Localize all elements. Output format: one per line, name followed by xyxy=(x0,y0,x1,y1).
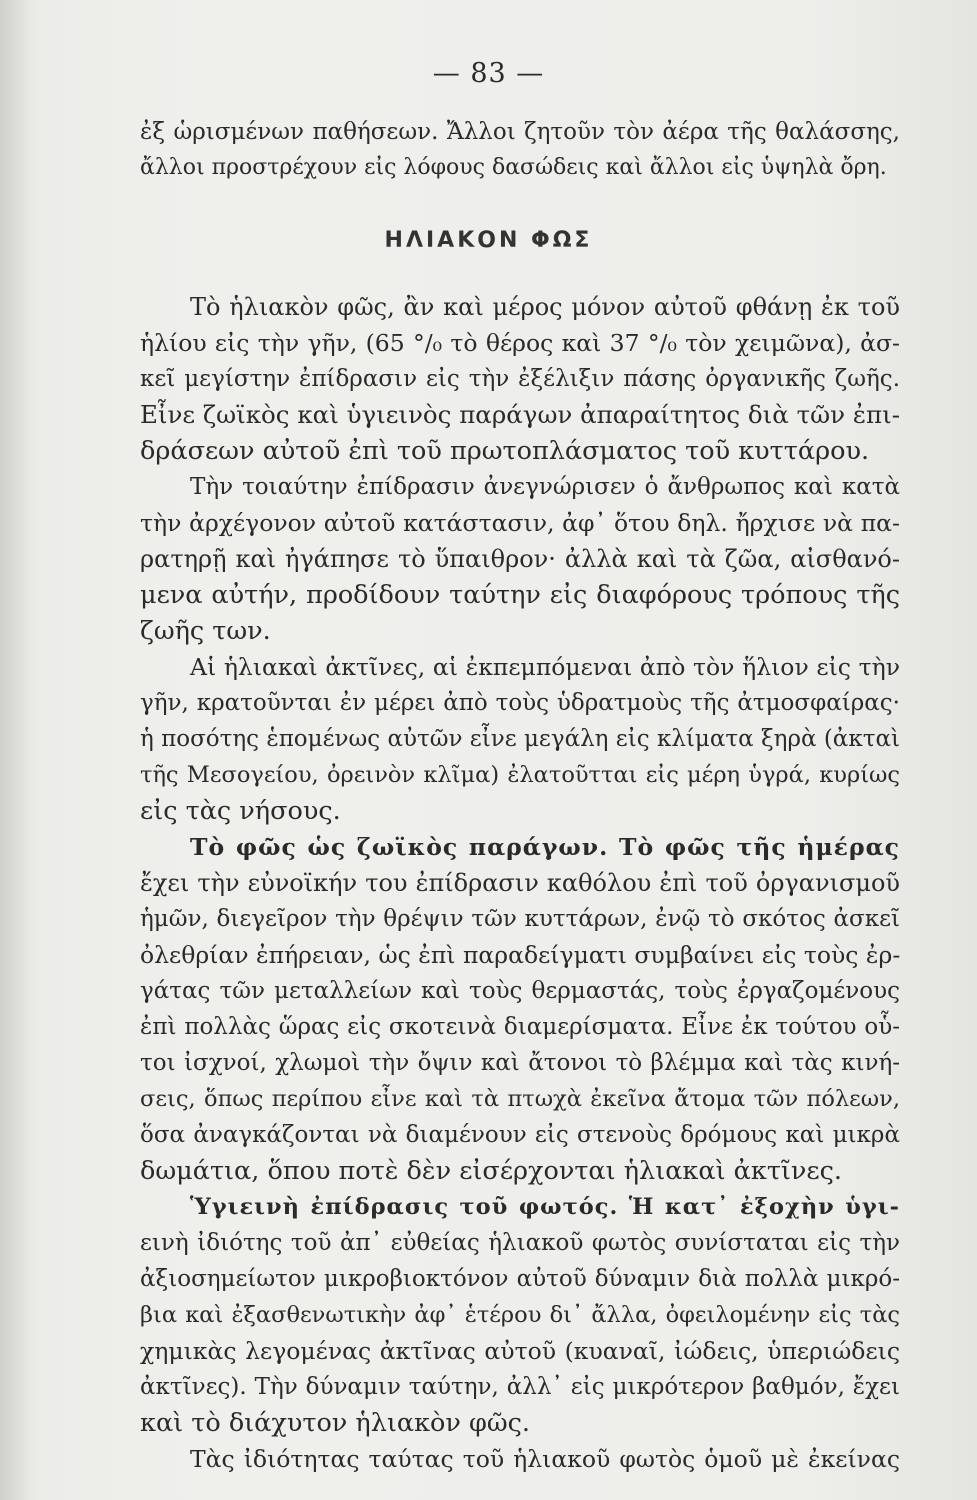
text-line: ἄλλοι προστρέχουν εἰς λόφους δασώδεις καὶ ἄλλοι εἰς ὑψηλὰ ὄρη. xyxy=(140,155,887,180)
text-line: χημικὰς λεγομένας ἀκτῖνας αὐτοῦ (κυαναῖ, ἰώδεις, ὑπεριώδεις xyxy=(140,1337,900,1365)
text-line: ἀξιοσημείωτον μικροβιοκτόνον αὐτοῦ δύναμιν διὰ πολλὰ μικρό- xyxy=(140,1266,900,1292)
text-line: τῆς Μεσογείου, ὀρεινὸν κλῖμα) ἐλατοῦτται εἰς μέρη ὑγρά, κυρίως xyxy=(140,762,900,788)
text-line: Αἱ ἡλιακαὶ ἀκτῖνες, αἱ ἐκπεμπόμεναι ἀπὸ τὸν ἥλιον εἰς τὴν xyxy=(190,653,900,681)
text-line: γῆν, κρατοῦνται ἐν μέρει ἀπὸ τοὺς ὑδρατμοὺς τῆς ἀτμοσφαίρας· xyxy=(140,690,900,716)
text-line: Τὴν τοιαύτην ἐπίδρασιν ἀνεγνώρισεν ὁ ἄνθρωπος καὶ κατὰ xyxy=(190,474,900,500)
text-line: δράσεων αὐτοῦ ἐπὶ τοῦ πρωτοπλάσματος τοῦ κυττάρου. xyxy=(140,436,870,466)
text-line: εἰς τὰς νήσους. xyxy=(140,796,341,826)
text-line: τοι ἰσχνοί, χλωμοὶ τὴν ὄψιν καὶ ἄτονοι τὸ βλέμμα καὶ τὰς κινή- xyxy=(140,1050,900,1076)
text-line: Τὰς ἰδιότητας ταύτας τοῦ ἡλιακοῦ φωτὸς ὁμοῦ μὲ ἐκείνας xyxy=(190,1445,900,1473)
section-heading: ΗΛΙΑΚΟΝ ΦΩΣ xyxy=(384,228,593,253)
text-line: ἡμῶν, διεγεῖρον τὴν θρέψιν τῶν κυττάρων, ἐνῷ τὸ σκότος ἀσκεῖ xyxy=(140,906,900,932)
text-line: ὅσα ἀναγκάζονται νὰ διαμένουν εἰς στενοὺς δρόμους καὶ μικρὰ xyxy=(140,1122,900,1148)
text-line: ἔχει τὴν εὐνοϊκήν του ἐπίδρασιν καθόλου ἐπὶ τοῦ ὀργανισμοῦ xyxy=(140,869,900,897)
subheading-line: Ὑγιεινὴ ἐπίδρασις τοῦ φωτός. Ἡ κατ᾽ ἐξοχὴν ὑγι- xyxy=(190,1194,900,1220)
text-line: ἐξ ὡρισμένων παθήσεων. Ἄλλοι ζητοῦν τὸν ἀέρα τῆς θαλάσσης, xyxy=(140,119,900,145)
text-line: κεῖ μεγίστην ἐπίδρασιν εἰς τὴν ἐξέλιξιν πάσης ὀργανικῆς ζωῆς. xyxy=(140,366,900,392)
text-line: εινὴ ἰδιότης τοῦ ἀπ᾽ εὐθείας ἡλιακοῦ φωτὸς συνίσταται εἰς τὴν xyxy=(140,1230,900,1256)
subheading-line: Τὸ φῶς ὡς ζωϊκὸς παράγων. Τὸ φῶς τῆς ἡμέρας xyxy=(190,833,900,861)
text-line: δωμάτια, ὅπου ποτὲ δὲν εἰσέρχονται ἡλιακαὶ ἀκτῖνες. xyxy=(140,1156,843,1186)
text-line: ἡλίου εἰς τὴν γῆν, (65 °/₀ τὸ θέρος καὶ 37 °/₀ τὸν χειμῶνα), ἀσ- xyxy=(140,329,900,357)
page-number: — 83 — xyxy=(432,58,545,89)
text-line: καὶ τὸ διάχυτον ἡλιακὸν φῶς. xyxy=(140,1408,531,1438)
text-line: ζωῆς των. xyxy=(140,616,271,646)
text-line: Τὸ ἡλιακὸν φῶς, ἂν καὶ μέρος μόνον αὐτοῦ φθάνῃ ἐκ τοῦ xyxy=(190,293,900,321)
text-line: τὴν ἀρχέγονον αὐτοῦ κατάστασιν, ἀφ᾽ ὅτου δηλ. ἤρχισε νὰ πα- xyxy=(140,509,900,537)
text-line: βια καὶ ἐξασθενωτικὴν ἀφ᾽ ἑτέρου δι᾽ ἄλλα, ὀφειλομένην εἰς τὰς xyxy=(140,1302,900,1328)
text-line: ὀλεθρίαν ἐπήρειαν, ὡς ἐπὶ παραδείγματι συμβαίνει εἰς τοὺς ἐρ- xyxy=(140,941,901,969)
text-line: γάτας τῶν μεταλλείων καὶ τοὺς θερμαστάς, τοὺς ἐργαζομένους xyxy=(140,978,900,1004)
text-line: Εἶνε ζωϊκὸς καὶ ὑγιεινὸς παράγων ἀπαραίτητος διὰ τῶν ἐπι- xyxy=(140,400,900,429)
page-gutter-shadow xyxy=(0,0,28,1500)
text-line: ἡ ποσότης ἑπομένως αὐτῶν εἶνε μεγάλη εἰς κλίματα ξηρὰ (ἀκταὶ xyxy=(140,726,900,752)
text-line: ρατηρῇ καὶ ἠγάπησε τὸ ὕπαιθρον· ἀλλὰ καὶ τὰ ζῶα, αἰσθανό- xyxy=(140,545,900,573)
text-line: μενα αὐτήν, προδίδουν ταύτην εἰς διαφόρους τρόπους τῆς xyxy=(140,580,900,610)
text-line: ἐπὶ πολλὰς ὥρας εἰς σκοτεινὰ διαμερίσματα. Εἶνε ἐκ τούτου οὗ- xyxy=(140,1014,900,1040)
text-line: ἀκτῖνες). Τὴν δύναμιν ταύτην, ἀλλ᾽ εἰς μικρότερον βαθμόν, ἔχει xyxy=(140,1374,900,1400)
text-line: σεις, ὅπως περίπου εἶνε καὶ τὰ πτωχὰ ἐκεῖνα ἄτομα τῶν πόλεων, xyxy=(140,1086,900,1112)
